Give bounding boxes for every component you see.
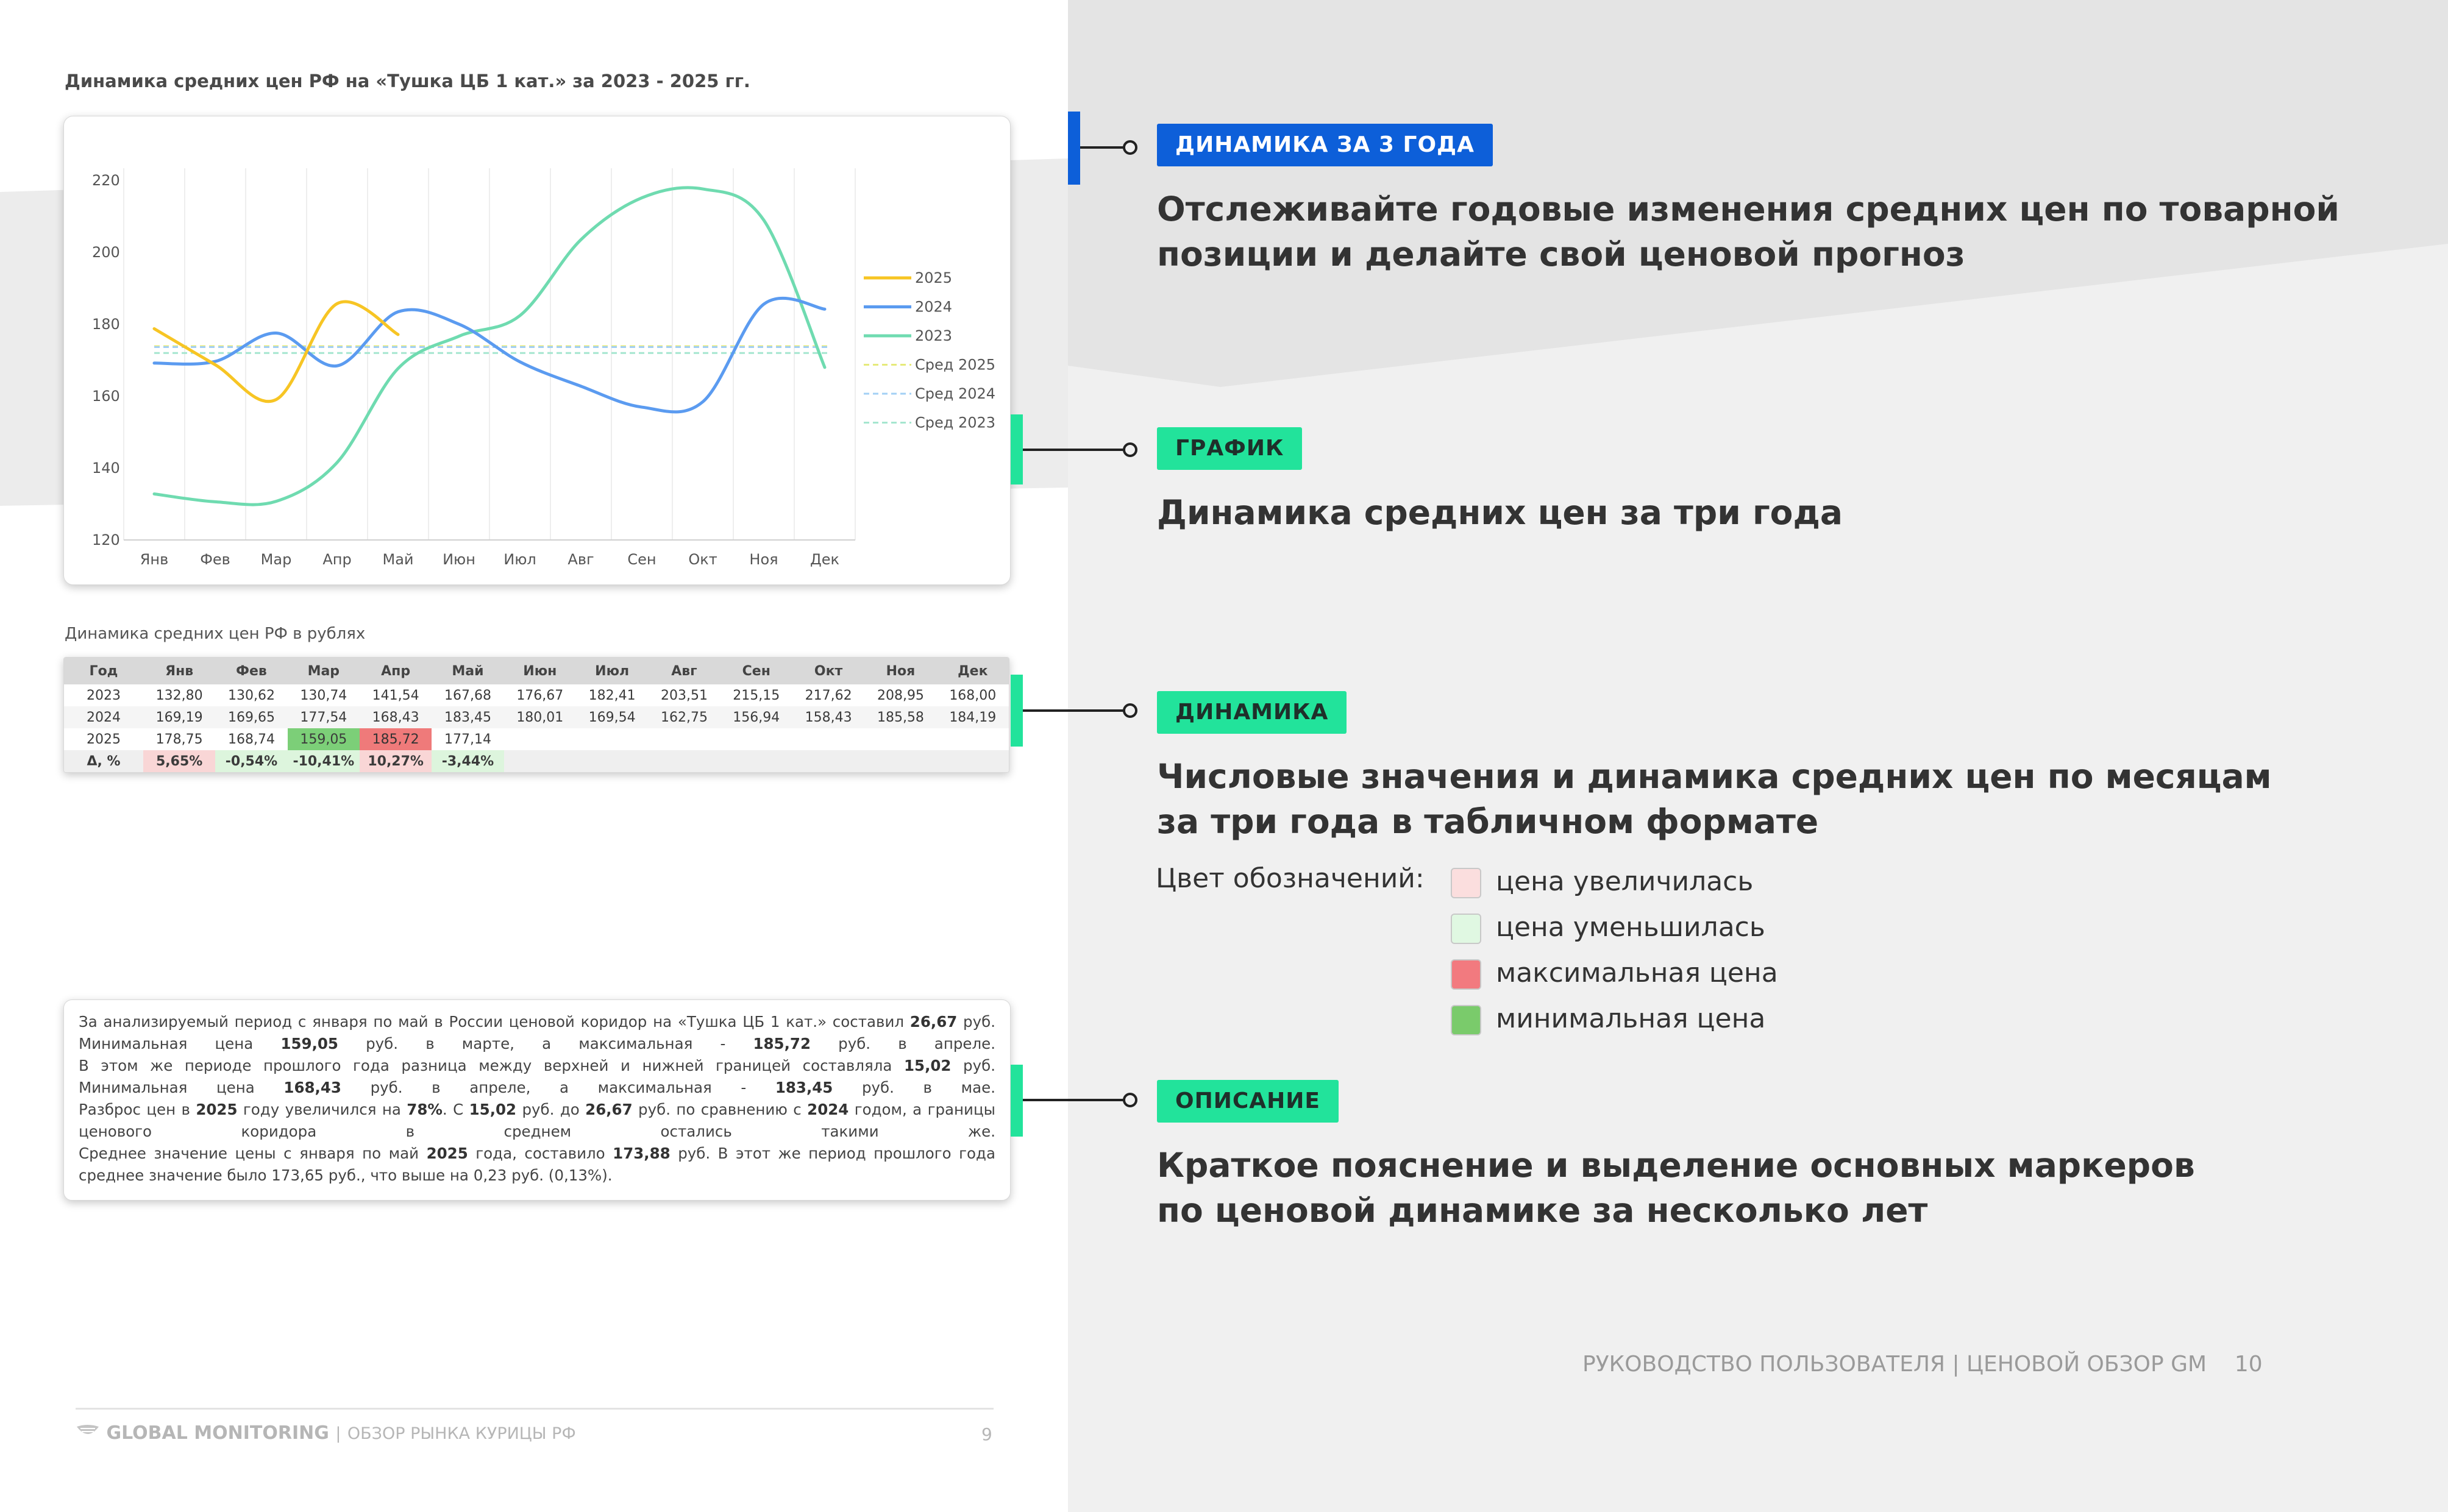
table-header-cell: Сен [721,658,792,684]
table-cell: 169,54 [576,706,648,728]
footer-brand [76,1422,576,1444]
table-cell: 185,72 [360,728,432,750]
table-cell: -3,44% [432,750,503,772]
x-tick-label: Дек [809,551,840,568]
heading-line: за три года в табличном формате [1157,802,1819,841]
y-tick-label: 140 [92,460,120,477]
description-paragraph-4: Среднее значение цены с января по май 2025 года, составило 173,88 руб. В этот же период прошлого года среднее значение было 173,65 руб., что выше на 0,23 руб. (0,13%). [79,1145,995,1184]
x-tick-label: Май [382,551,414,568]
highlight-value: 183,45 [775,1079,833,1096]
table-cell [864,750,936,772]
table-cell: -10,41% [288,750,360,772]
table-title: Динамика средних цен РФ в рублях [65,625,366,643]
heading-description [1157,1143,2195,1233]
table-cell: 158,43 [792,706,864,728]
table-row [64,728,1009,750]
table-cell: 217,62 [805,687,852,703]
badge-chart: ГРАФИК [1157,427,1302,470]
heading-line: Числовые значения и динамика средних цен по месяцам [1157,757,2272,796]
table-header-cell: Дек [937,658,1009,684]
badge-dynamics-3-years: ДИНАМИКА ЗА 3 ГОДА [1157,124,1493,166]
legend-label: 2025 [915,269,953,286]
table-cell: 169,65 [215,706,287,728]
legend-text: минимальная цена [1496,1003,1766,1034]
table-cell [504,750,576,772]
highlight-value: 2025 [426,1145,468,1162]
table-cell: 2023 [87,687,121,703]
table-cell: 10,27% [360,750,432,772]
heading-table [1157,754,2272,844]
table-cell: 132,80 [155,687,203,703]
table-cell: 159,05 [288,728,360,750]
brand-logo-icon [76,1423,100,1441]
table-cell: 177,14 [432,728,503,750]
table-cell: 203,51 [660,687,708,703]
table-cell: 130,74 [300,687,347,703]
table-cell [937,728,1009,750]
table-header-cell: Май [432,658,503,684]
table-cell: 168,00 [949,687,997,703]
highlight-value: 15,02 [469,1101,517,1118]
highlight-value: 15,02 [903,1057,952,1074]
table-header-cell: Окт [792,658,864,684]
table-header-cell: Июл [576,658,648,684]
table-cell [504,728,576,750]
legend-swatch [1451,914,1481,944]
legend-swatch [1451,868,1481,898]
y-tick-label: 160 [92,388,120,405]
footer-brand-name: GLOBAL MONITORING [106,1422,329,1444]
table-cell: 185,58 [864,706,936,728]
heading-line: Динамика средних цен за три года [1157,493,1843,532]
series-line [154,302,398,402]
highlight-value: 26,67 [585,1101,633,1118]
table-cell [648,750,720,772]
table-cell: 178,75 [143,728,215,750]
heading-line: Отслеживайте годовые изменения средних цен по товарной [1157,190,2339,229]
table-cell: 180,01 [504,706,576,728]
table-body [64,684,1009,772]
table-header-cell: Авг [648,658,720,684]
x-tick-label: Сен [627,551,656,568]
legend-text: цена уменьшилась [1496,912,1765,943]
description-paragraph-3: Разброс цен в 2025 году увеличился на 78%. С 15,02 руб. до 26,67 руб. по сравнению с 2024 годом, а границы ценового коридора в среднем остались такими же. [79,1101,995,1140]
chart-card [63,116,1011,585]
connector-dot-4 [1123,1093,1137,1107]
connector-dot-1 [1123,140,1137,155]
table-header-cell: Мар [288,658,360,684]
table-cell: 5,65% [143,750,215,772]
highlight-value: 173,88 [613,1145,671,1162]
table-cell: 2024 [64,706,143,728]
table-cell: 208,95 [877,687,924,703]
x-tick-label: Авг [568,551,594,568]
color-legend-label: Цвет обозначений: [1156,863,1425,894]
table-cell [576,728,648,750]
connector-dot-3 [1123,703,1137,718]
heading-line: позиции и делайте свой ценовой прогноз [1157,235,1965,274]
table-cell: 168,43 [360,706,432,728]
highlight-value: 78% [407,1101,443,1118]
footer-divider [76,1408,994,1410]
table-cell: -0,54% [215,750,287,772]
legend-text: цена увеличилась [1496,866,1754,897]
table-cell: 130,62 [228,687,275,703]
table-cell [721,728,792,750]
legend-label: Сред 2023 [915,414,996,431]
x-tick-label: Июн [443,551,475,568]
table-row [64,750,1009,772]
badge-table: ДИНАМИКА [1157,691,1347,734]
x-tick-label: Фев [200,551,230,568]
table-cell: 169,19 [143,706,215,728]
table-header-cell: Год [64,658,143,684]
table-cell [721,750,792,772]
x-tick-label: Мар [260,551,292,568]
footer-separator: | [335,1424,341,1443]
x-tick-label: Янв [140,551,169,568]
table-cell: 156,94 [721,706,792,728]
chart-title: Динамика средних цен РФ на «Тушка ЦБ 1 кат.» за 2023 - 2025 гг. [65,71,750,91]
description-card [63,999,1011,1201]
highlight-value: 168,43 [283,1079,341,1096]
table-cell: 176,67 [516,687,564,703]
table-cell: 215,15 [733,687,780,703]
legend-label: 2023 [915,327,953,344]
highlight-value: 159,05 [280,1035,338,1052]
table-header-cell: Апр [360,658,432,684]
x-tick-label: Ноя [749,551,778,568]
table-row [64,706,1009,728]
table-cell: 167,68 [444,687,491,703]
table-row [64,684,1009,706]
legend-swatch [1451,959,1481,990]
badge-description: ОПИСАНИЕ [1157,1080,1339,1123]
heading-line: по ценовой динамике за несколько лет [1157,1191,1928,1230]
connector-2 [1023,449,1130,451]
connector-3 [1023,709,1130,712]
table-cell [648,728,720,750]
section-tab-description [1011,1065,1023,1137]
section-tab-chart [1011,414,1023,484]
legend-text: максимальная цена [1496,957,1778,988]
highlight-value: 26,67 [909,1013,958,1031]
table-cell [792,728,864,750]
heading-chart [1157,490,1843,535]
table-cell: 177,54 [288,706,360,728]
table-header-cell: Июн [504,658,576,684]
table-cell: 184,19 [937,706,1009,728]
table-cell: 168,74 [215,728,287,750]
y-tick-label: 220 [92,172,120,189]
left-page-number: 9 [981,1424,992,1444]
table-cell: 141,54 [372,687,419,703]
heading-line: Краткое пояснение и выделение основных маркеров [1157,1146,2195,1185]
table-cell [576,750,648,772]
section-tab-table [1011,675,1023,747]
highlight-value: 2024 [807,1101,849,1118]
left-page [0,0,1068,1512]
price-line-chart [64,116,1011,586]
table-header-row [64,658,1009,684]
highlight-value: 2025 [196,1101,238,1118]
section-tab-blue [1068,112,1080,185]
highlight-value: 185,72 [753,1035,811,1052]
y-tick-label: 120 [92,531,120,548]
x-tick-label: Апр [322,551,352,568]
table-header-cell: Ноя [864,658,936,684]
table-cell [864,728,936,750]
y-tick-label: 180 [92,316,120,333]
table-cell: 182,41 [588,687,636,703]
right-page-footer: РУКОВОДСТВО ПОЛЬЗОВАТЕЛЯ | ЦЕНОВОЙ ОБЗОР GM 10 [1582,1352,2263,1377]
description-paragraph-2: В этом же периоде прошлого года разница между верхней и нижней границей составляла 15,02 руб. Минимальная цена 168,43 руб. в апреле, а максимальная - 183,45 руб. в мае. [79,1057,995,1096]
connector-dot-2 [1123,442,1137,457]
table-cell: 2025 [64,728,143,750]
table-header-cell: Янв [143,658,215,684]
connector-4 [1023,1099,1130,1101]
legend-swatch [1451,1005,1481,1035]
connector-1 [1080,146,1129,149]
legend-label: Сред 2024 [915,385,996,402]
table-cell: 183,45 [432,706,503,728]
heading-dynamics-3-years [1157,186,2339,277]
legend-label: Сред 2025 [915,356,996,374]
footer-subtitle: ОБЗОР РЫНКА КУРИЦЫ РФ [347,1424,576,1443]
description-paragraph-1: За анализируемый период с января по май в России ценовой коридор на «Тушка ЦБ 1 кат.» составил 26,67 руб. Минимальная цена 159,05 руб. в марте, а максимальная - 185,72 руб. в апреле. [79,1013,995,1052]
price-table [64,658,1009,772]
price-table-card [63,657,1009,773]
table-header-cell: Фев [215,658,287,684]
table-cell: 162,75 [648,706,720,728]
x-tick-label: Июл [503,551,536,568]
table-cell [937,750,1009,772]
x-tick-label: Окт [688,551,717,568]
table-cell: Δ, % [64,750,143,772]
table-cell [792,750,864,772]
legend-label: 2024 [915,298,953,316]
y-tick-label: 200 [92,244,120,261]
